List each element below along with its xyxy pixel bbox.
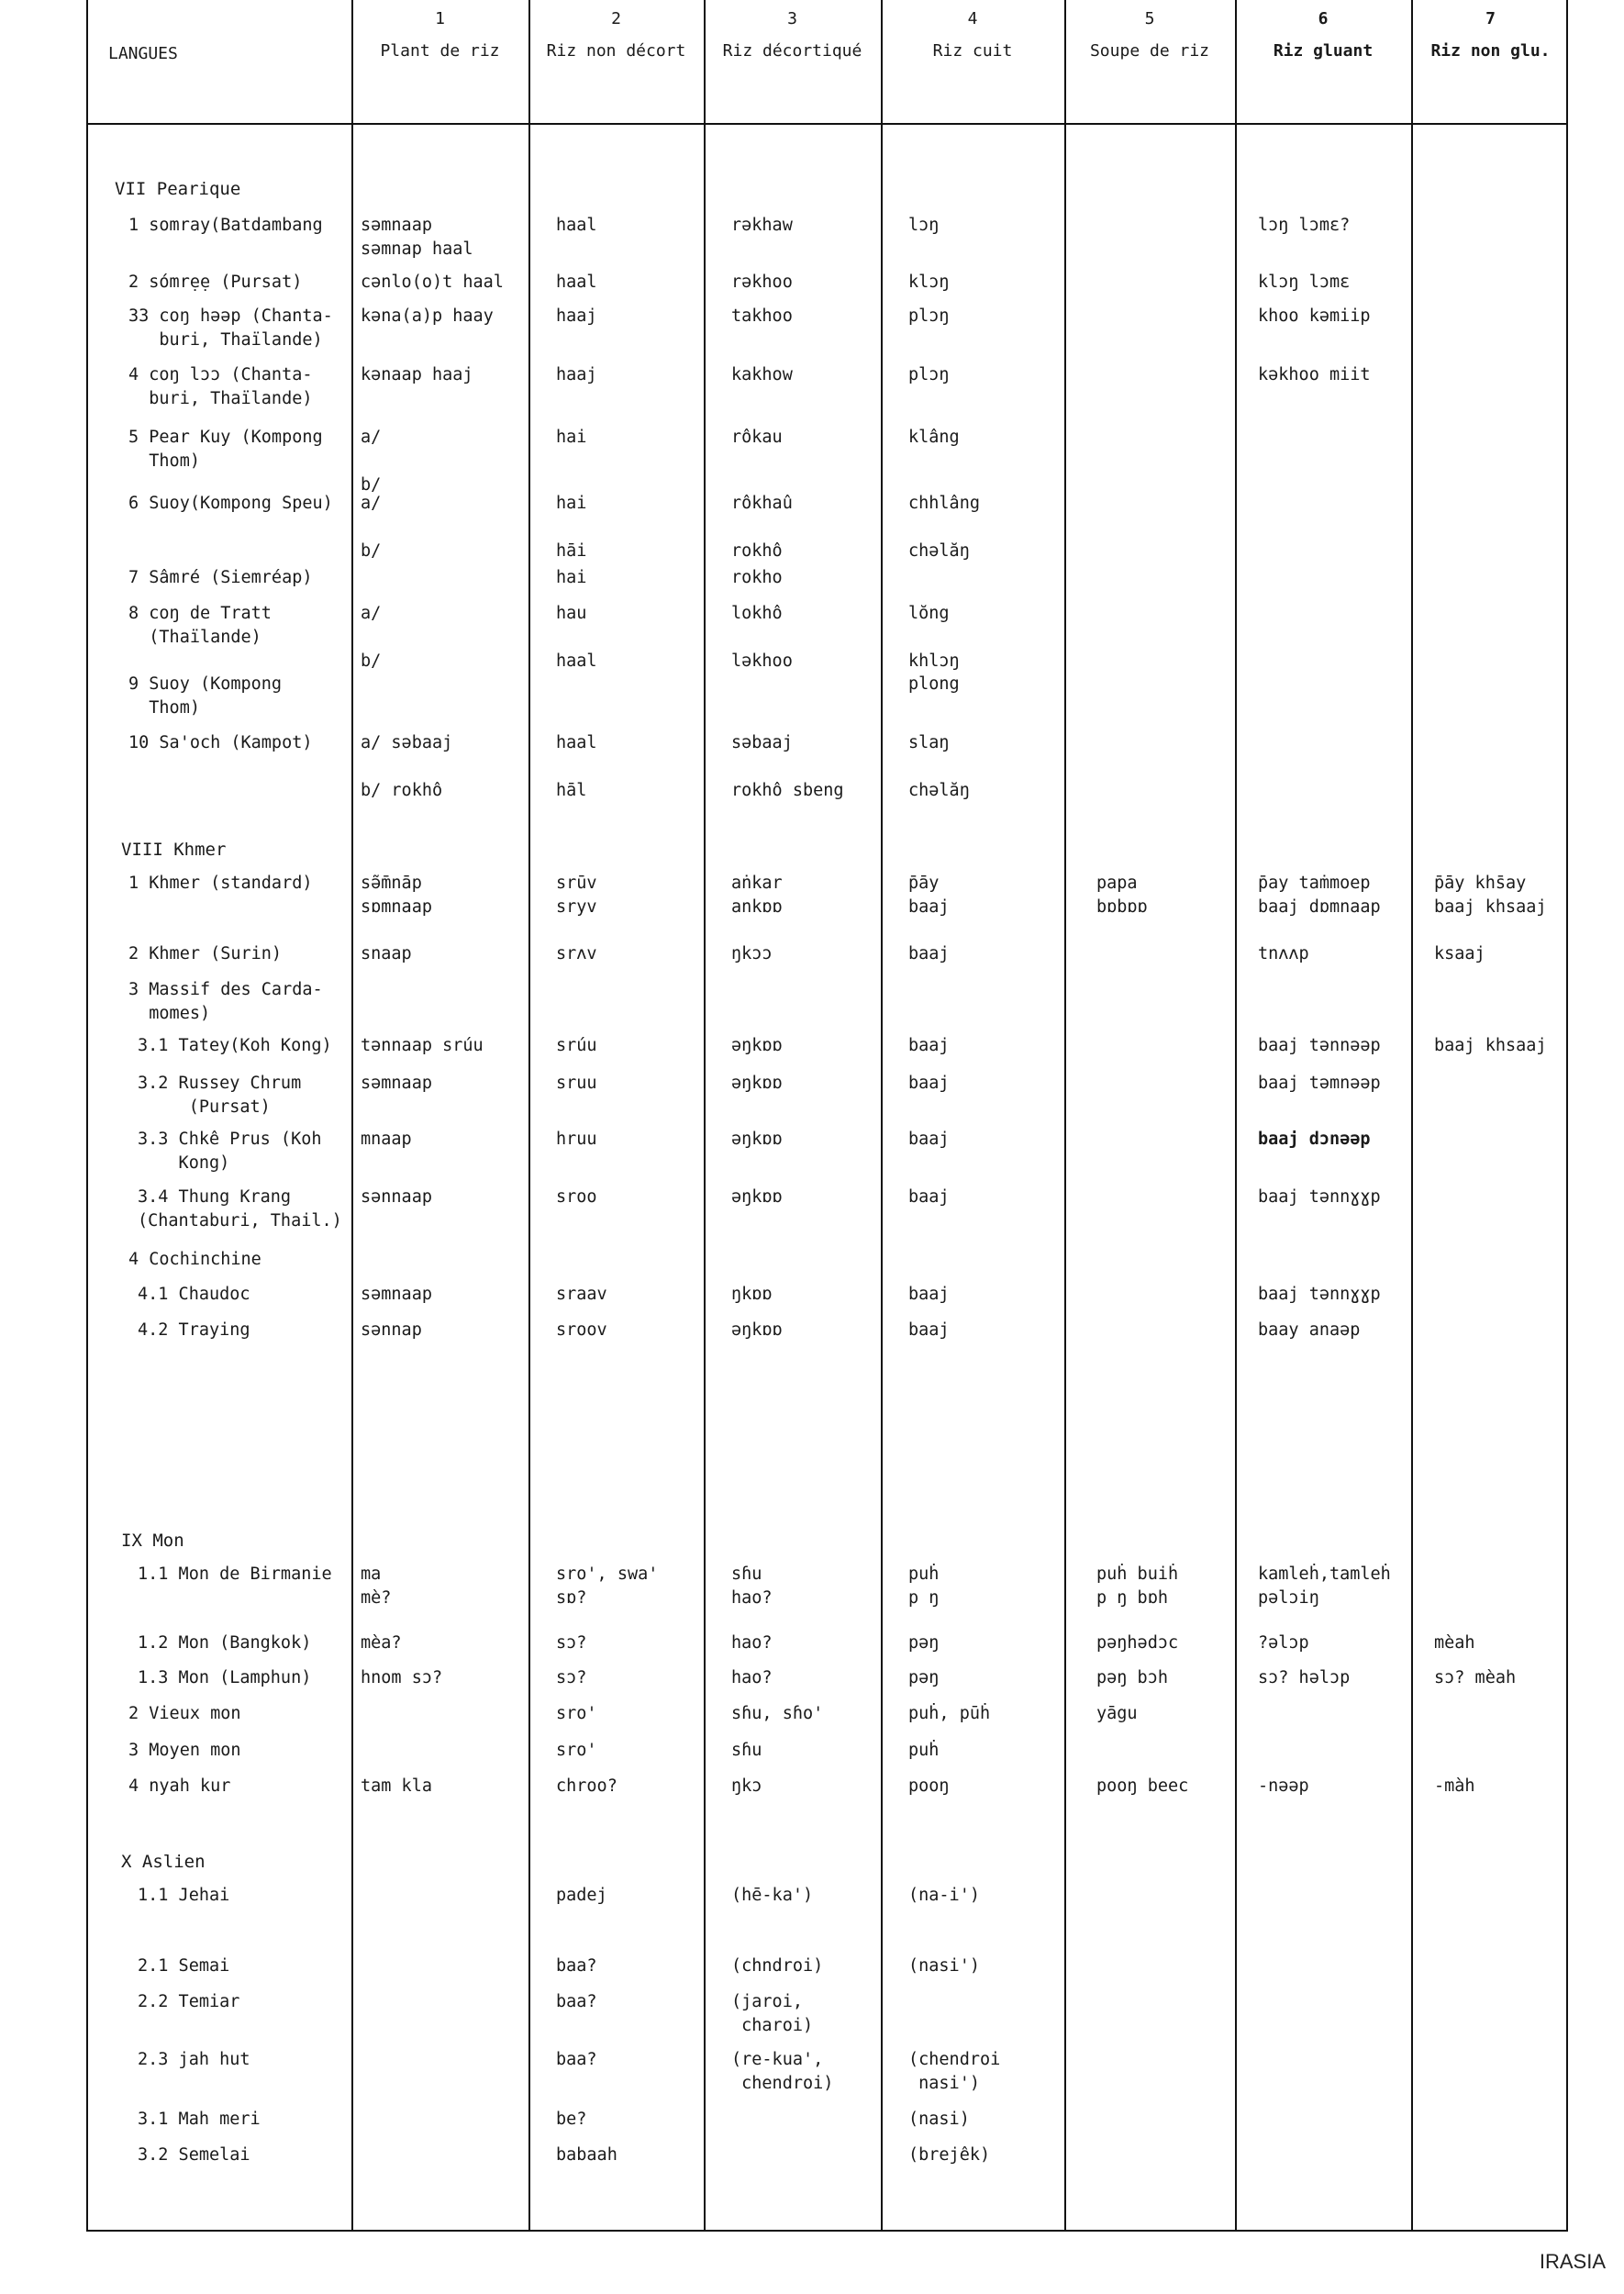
table-cell: mèa? [361,1633,402,1653]
header-column-number: 2 [611,9,621,28]
table-cell: baaj [908,1285,950,1304]
column-divider [1064,0,1066,2232]
table-cell: baaj [908,1036,950,1055]
language-name: 2.3 jah hut [138,2050,250,2069]
table-cell: sə̃m̄nāp sɒmnaap [361,874,432,917]
table-cell: rôkau [731,428,783,447]
language-name: 3.1 Mah meri [138,2110,261,2129]
table-cell: səmnaap [361,1285,432,1304]
table-cell: khoo kəmiip [1258,306,1371,326]
header-column-title: Riz gluant [1273,41,1374,61]
table-cell: sɔ? [556,1633,587,1653]
column-divider [351,0,353,2232]
header-column-number: 5 [1144,9,1155,28]
section-heading: VIII Khmer [121,840,227,860]
table-cell: haal hāl [556,733,597,800]
table-cell: chroo? [556,1776,617,1796]
language-name: 3.4 Thung Krang (Chantaburi, Thail.) [138,1187,342,1231]
table-cell: sro' [556,1741,597,1760]
column-divider [704,0,706,2232]
table-cell: hnom sɔ? [361,1668,443,1687]
table-cell: kakhow [731,365,793,384]
table-cell: a/ b/ [361,494,382,561]
table-cell: səmnaap səmnap haal [361,216,473,259]
table-cell: papa bɒbɒɒ [1096,874,1148,917]
table-cell: pooŋ [908,1776,950,1796]
table-cell: pooŋ beec [1096,1776,1189,1796]
table-cell: əŋkɒɒ [731,1074,783,1093]
table-cell: takhoo [731,306,793,326]
table-cell: mèah [1434,1633,1475,1653]
table-cell: baa? [556,1956,597,1976]
header-column-title: Plant de riz [380,41,500,61]
table-cell: klɔŋ [908,273,950,292]
language-name: 4 nyah kur [128,1776,231,1796]
header-langues: LANGUES [108,44,178,63]
language-name: 2 sómrẹẹ (Pursat) [128,273,303,292]
table-cell: hao? [731,1668,773,1687]
table-cell: -nəәp [1258,1776,1309,1796]
table-cell: yāgu [1096,1704,1138,1723]
language-name: 3.2 Russey Chrum (Pursat) [138,1074,302,1117]
table-cell: pəŋ bɔh [1096,1668,1168,1687]
table-cell: səmnaap [361,1074,432,1093]
table-cell: (brejêk) [908,2145,991,2165]
header-column-number: 1 [435,9,445,28]
table-cell: pəŋhədɔc [1096,1633,1179,1653]
language-name: 1 Khmer (standard) [128,874,313,893]
table-cell: kənaap haaj [361,365,473,384]
table-cell: a/ b/ [361,604,382,671]
table-cell: cənlo(o)t haal [361,273,504,292]
table-cell: baaj [908,1074,950,1093]
language-name: 1.1 Jehai [138,1886,230,1905]
table-cell: sro' [556,1704,597,1723]
language-name: 3 Moyen mon [128,1741,241,1760]
table-cell: (jaroi, charoi) [731,1992,814,2035]
table-cell: ?əlɔp [1258,1633,1309,1653]
column-divider [1411,0,1413,2232]
language-name: 1.2 Mon (Bangkok) [138,1633,312,1653]
footer-watermark: IRASIA [1539,2250,1606,2273]
table-cell: kəkhoo miit [1258,365,1371,384]
language-name: 1.1 Mon de Birmanie [138,1565,332,1584]
language-name: 3.3 Chkê Prus (Koh Kong) [138,1130,322,1173]
table-cell: əŋkɒɒ [731,1130,783,1149]
table-cell: hai [556,568,587,587]
table-cell: sro', swa' sɒ? [556,1565,659,1608]
language-name: 1 somray(Batdambang [128,216,323,235]
table-cell: baaj təmnəәp [1258,1074,1381,1093]
table-cell: haaj [556,306,597,326]
table-cell: a/ b/ [361,428,382,495]
table-cell: baa? [556,1992,597,2011]
table-cell: sɔ? [556,1668,587,1687]
header-column-title: Riz décortiqué [722,41,862,61]
table-cell: sɦu [731,1741,762,1760]
header-column-title: Riz non glu. [1430,41,1551,61]
table-cell: baaj [908,944,950,963]
language-name: 1.3 Mon (Lamphun) [138,1668,312,1687]
table-cell: hau haal [556,604,597,671]
table-cell: baaj tənnɣɣp [1258,1285,1381,1304]
table-cell: a/ səbaaj b/ rokhô [361,733,453,800]
header-column-title: Soupe de riz [1089,41,1210,61]
table-cell: p̄āy baaj [908,874,950,917]
header-column-number: 7 [1485,9,1496,28]
language-name: 4.1 Chaudoc [138,1285,250,1304]
table-cell: (chendroi nasi') [908,2050,1001,2093]
table-cell: baaj tənnəәp [1258,1036,1381,1055]
table-cell: babaah [556,2145,617,2165]
section-heading: VII Pearique [115,179,241,199]
table-cell: (nasi) [908,2110,970,2129]
table-cell: lokhô ləkhoo [731,604,793,671]
table-cell: be? [556,2110,587,2129]
table-cell: lŏng khlɔŋ [908,604,960,671]
table-cell: mnaap [361,1130,412,1149]
table-cell: kəna(a)p haay [361,306,494,326]
language-name: 7 Sâmré (Siemréap) [128,568,313,587]
column-divider [528,0,530,2232]
table-cell: kamleḣ,tamleḣ pəlɔiŋ [1258,1565,1391,1608]
table-cell: ma mè? [361,1565,392,1608]
header-column-number: 4 [967,9,978,28]
table-cell: sɦu, sɦo' [731,1704,824,1723]
table-cell: sruu [556,1074,597,1093]
table-cell: tam kla [361,1776,432,1796]
table-cell: baaj dɔnəәp [1258,1130,1371,1149]
language-name: 10 Sa'och (Kampot) [128,733,313,752]
table-cell: plɔŋ [908,365,950,384]
column-divider [1235,0,1237,2232]
table-cell: hai [556,428,587,447]
table-cell: sroov [556,1320,607,1340]
language-name: 8 coŋ de Tratt (Thaïlande) [128,604,272,647]
language-name: 6 Suoy(Kompong Speu) [128,494,333,513]
table-cell: (re-kua', chendroi) [731,2050,834,2093]
table-cell: srʌv [556,944,597,963]
table-cell: sroo [556,1187,597,1207]
table-cell: pəŋ [908,1633,940,1653]
table-cell: ŋkɒɒ [731,1285,773,1304]
table-cell: ŋkɔɔ [731,944,773,963]
section-heading: X Aslien [121,1852,206,1872]
table-cell: ksaaj [1434,944,1485,963]
section-heading: IX Mon [121,1531,184,1551]
table-cell: slaŋ chəlăŋ [908,733,970,800]
table-cell: (nasi') [908,1956,980,1976]
table-cell: baaj khsaaj [1434,1036,1547,1055]
table-cell: chhlâng chəlăŋ [908,494,980,561]
table-cell: hao? [731,1633,773,1653]
language-name: 3 Massif des Carda- momes) [128,980,323,1023]
table-cell: puḣ buiḣ p ŋ bɒh [1096,1565,1179,1608]
column-divider [881,0,883,2232]
table-cell: sɔ? həlɔp [1258,1668,1351,1687]
table-cell: baay anaəp [1258,1320,1361,1340]
table-cell: rokho [731,568,783,587]
table-cell: əŋkɒɒ [731,1320,783,1340]
table-cell: əŋkɒɒ [731,1187,783,1207]
language-name: 33 coŋ həәp (Chanta- buri, Thaïlande) [128,306,333,350]
table-cell: haal [556,273,597,292]
table-cell: rôkhaû rokhô [731,494,793,561]
table-cell: səbaaj rokhô sbeng [731,733,844,800]
table-cell: baaj [908,1187,950,1207]
table-cell: aṅkar ankɒɒ [731,874,783,917]
table-cell: lɔŋ lɔmɛ? [1258,216,1351,235]
table-cell: baa? [556,2050,597,2069]
language-name: 2 Khmer (Surin) [128,944,283,963]
language-name: 2.1 Semai [138,1956,230,1976]
table-cell: tənnaap srúu [361,1036,484,1055]
table-cell: -màh [1434,1776,1475,1796]
table-cell: plong [908,674,960,694]
table-cell: klâng [908,428,960,447]
language-name: 4 coŋ lɔɔ (Chanta- buri, Thaïlande) [128,365,313,408]
table-cell: sɦu hao? [731,1565,773,1608]
table-cell: sɔ? mèah [1434,1668,1517,1687]
header-column-title: Riz non décort [546,41,686,61]
table-cell: sənnaap [361,1187,432,1207]
table-cell: p̄ay taṁmoep baaj dɒmnaap [1258,874,1381,917]
header-column-number: 6 [1318,9,1329,28]
language-name: 9 Suoy (Kompong Thom) [128,674,283,718]
table-cell: hai hāi [556,494,587,561]
table-cell: rəkhoo [731,273,793,292]
header-divider [86,123,1568,125]
table-cell: haal [556,216,597,235]
table-cell: ŋkɔ [731,1776,762,1796]
language-name: 4 Cochinchine [128,1250,261,1269]
language-name: 3.2 Semelai [138,2145,250,2165]
table-cell: rəkhaw [731,216,793,235]
table-cell: sraav [556,1285,607,1304]
table-cell: plɔŋ [908,306,950,326]
table-cell: baaj [908,1130,950,1149]
table-cell: srúu [556,1036,597,1055]
language-name: 5 Pear Kuy (Kompong Thom) [128,428,323,471]
table-cell: baaj [908,1320,950,1340]
language-name: 2 Vieux mon [128,1704,241,1723]
table-cell: əŋkɒɒ [731,1036,783,1055]
table-cell: puḣ p ŋ [908,1565,940,1608]
header-column-number: 3 [787,9,797,28]
header-column-title: Riz cuit [932,41,1013,61]
table-cell: (na-i') [908,1886,980,1905]
table-cell: haaj [556,365,597,384]
table-cell: puḣ [908,1741,940,1760]
table-cell: sənnap [361,1320,422,1340]
language-name: 4.2 Traying [138,1320,250,1340]
table-cell: snaap [361,944,412,963]
table-cell: srūv sryv [556,874,597,917]
language-name: 2.2 Temiar [138,1992,240,2011]
table-cell: tnʌʌp [1258,944,1309,963]
table-cell: p̄āy khs̄ay baaj khsaaj [1434,874,1547,917]
table-cell: lɔŋ [908,216,940,235]
table-cell: pəŋ [908,1668,940,1687]
table-cell: puḣ, pūḣ [908,1704,991,1723]
table-cell: (chndroi) [731,1956,824,1976]
table-cell: klɔŋ lɔmɛ [1258,273,1351,292]
language-name: 3.1 Tatey(Koh Kong) [138,1036,332,1055]
table-cell: padej [556,1886,607,1905]
table-cell: (hē-ka') [731,1886,814,1905]
table-cell: baaj tənnɣɣp [1258,1187,1381,1207]
table-cell: hruu [556,1130,597,1149]
